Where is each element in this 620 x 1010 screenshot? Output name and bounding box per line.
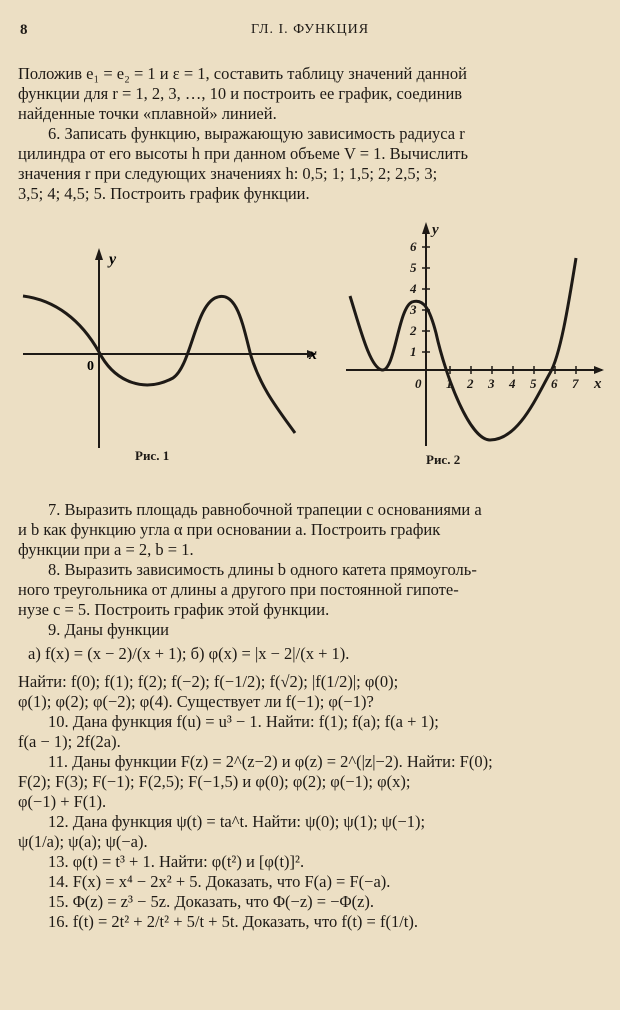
fig1-x-label: x [309,346,317,363]
text-line: ψ(1/a); ψ(a); ψ(−a). [18,832,148,851]
problem-10-line: 10. Дана функция f(u) = u³ − 1. Найти: f(1); f(a); f(a + 1); [48,712,439,731]
problem-14-line: 14. F(x) = x⁴ − 2x² + 5. Доказать, что F(a) = F(−a). [48,872,391,891]
fig2-x-tick: 5 [530,376,537,391]
running-head: ГЛ. I. ФУНКЦИЯ [250,22,370,37]
fig2-y-label: y [432,222,439,238]
figure-2 [340,218,608,458]
fig2-curve [350,258,576,440]
fig2-x-tick: 1 [446,376,453,391]
fig2-x-tick: 6 [551,376,558,391]
text-line: Положив e₁ = e₂ = 1 и ε = 1, составить таблицу значений данной [18,64,467,83]
fig1-curve [23,296,295,433]
text-line: значения r при следующих значениях h: 0,5; 1; 1,5; 2; 2,5; 3; [18,164,438,183]
fig2-y-tick: 5 [410,260,417,275]
problem-8-line: 8. Выразить зависимость длины b одного катета прямоуголь- [48,560,477,579]
figure-1 [15,238,325,468]
text-line: 3,5; 4; 4,5; 5. Построить график функции. [18,184,310,203]
problem-6-line: 6. Записать функцию, выражающую зависимость радиуса r [48,124,465,143]
problem-7-line: 7. Выразить площадь равнобочной трапеции с основаниями a [48,500,482,519]
text-line: найденные точки «плавной» линией. [18,104,277,123]
text-line: нузе c = 5. Построить график этой функции. [18,600,330,619]
fig2-x-tick: 4 [509,376,516,391]
problem-13-line: 13. φ(t) = t³ + 1. Найти: φ(t²) и [φ(t)]². [48,852,305,871]
problem-15-line: 15. Φ(z) = z³ − 5z. Доказать, что Φ(−z) = −Φ(z). [48,892,375,911]
text-line: функции для r = 1, 2, 3, …, 10 и построить ее график, соединив [18,84,463,103]
fig2-x-arrow-icon [594,366,604,374]
text-line: φ(−1) + F(1). [18,792,107,811]
page-number: 8 [20,22,28,38]
bottom-text-block [18,500,604,932]
fig2-x-label: x [594,376,602,392]
text-line: φ(1); φ(2); φ(−2); φ(4). Существует ли f(−1); φ(−1)? [18,692,374,711]
text-line: Найти: f(0); f(1); f(2); f(−2); f(−1/2); f(√2); |f(1/2)|; φ(0); [18,672,399,691]
text-line: ного треугольника от длины a другого при постоянной гипоте- [18,580,459,599]
formula-line: а) f(x) = (x − 2)/(x + 1); б) φ(x) = |x − 2|/(x + 1). [28,644,350,663]
text-line: F(2); F(3); F(−1); F(2,5); F(−1,5) и φ(0); φ(2); φ(−1); φ(x); [18,772,411,791]
fig1-origin-label: 0 [87,359,94,374]
text-line: цилиндра от его высоты h при данном объеме V = 1. Вычислить [18,144,469,163]
text-line: f(a − 1); 2f(2a). [18,732,121,751]
problem-16-line: 16. f(t) = 2t² + 2/t² + 5/t + 5t. Доказать, что f(t) = f(1/t). [48,912,419,931]
fig1-y-label: y [109,251,117,268]
fig2-y-tick: 6 [410,239,417,254]
fig1-y-arrow-icon [95,248,103,260]
fig2-caption: Рис. 2 [426,452,461,467]
problem-11-line: 11. Даны функции F(z) = 2^(z−2) и φ(z) = 2^(|z|−2). Найти: F(0); [48,752,493,771]
fig2-y-tick: 1 [410,344,417,359]
fig2-x-tick: 2 [467,376,474,391]
fig1-caption: Рис. 1 [135,448,170,463]
problem-9-line: 9. Даны функции [48,620,169,639]
fig2-y-tick: 4 [410,281,417,296]
text-line: и b как функцию угла α при основании a. Построить график [18,520,441,539]
page-header [20,22,600,46]
fig2-y-tick: 2 [410,323,417,338]
fig2-x-tick: 7 [572,376,579,391]
fig2-x-tick: 3 [488,376,495,391]
problem-12-line: 12. Дана функция ψ(t) = ta^t. Найти: ψ(0); ψ(1); ψ(−1); [48,812,426,831]
fig2-y-tick: 3 [410,302,417,317]
top-text-block [18,64,604,204]
fig2-origin-label: 0 [415,376,422,391]
text-line: функции при a = 2, b = 1. [18,540,194,559]
fig2-y-arrow-icon [422,222,430,234]
